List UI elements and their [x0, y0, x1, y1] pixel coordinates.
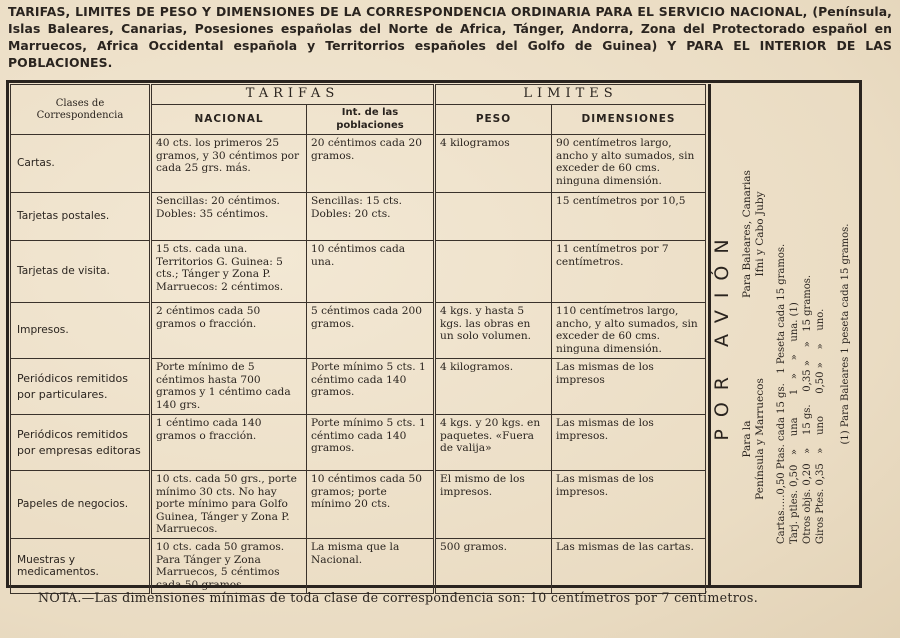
row-dimensiones: 110 centímetros largo, ancho, y alto sumados, sin exceder de 60 cms. ninguna dimensión.	[552, 303, 706, 359]
row-interior: Sencillas: 15 cts. Dobles: 20 cts.	[307, 193, 435, 241]
document-title: TARIFAS, LIMITES DE PESO Y DIMENSIONES DE LA CORRESPONDENCIA ORDINARIA PARA EL SERVICIO NACIONAL, (Península, Islas Baleares, Canarias, Posesiones españolas del Norte de Africa, Tánger, Andorra, Zona del Protectorado español en Marruecos, Africa Occidental española y Territorrios españoles del Golfo de Guinea) Y PARA EL INTERIOR DE LAS POBLACIONES.	[8, 4, 892, 70]
row-peso: 500 gramos.	[435, 539, 552, 594]
row-dimensiones: Las mismas de los impresos.	[552, 415, 706, 471]
footer-note: NOTA.—Las dimensiones mínimas de toda clase de correspondencia son: 10 centímetros por 7 centímetros.	[38, 590, 759, 605]
row-dimensiones: 90 centímetros largo, ancho y alto sumados, sin exceder de 60 cms. ninguna dimensión.	[552, 135, 706, 193]
row-interior: 10 céntimos cada 50 gramos; porte mínimo 20 cts.	[307, 471, 435, 539]
row-peso: 4 kgs. y hasta 5 kgs. las obras en un solo volumen.	[435, 303, 552, 359]
header-limites: LIMITES	[435, 85, 706, 105]
air-mail-rotated-block	[711, 124, 861, 544]
row-nacional: Porte mínimo de 5 céntimos hasta 700 gramos y 1 céntimo cada 140 grs.	[151, 359, 307, 415]
header-tarifas: TARIFAS	[151, 85, 435, 105]
row-peso: 4 kgs. y 20 kgs. en paquetes. «Fuera de valija»	[435, 415, 552, 471]
row-nacional: 40 cts. los primeros 25 gramos, y 30 céntimos por cada 25 grs. más.	[151, 135, 307, 193]
row-peso: 4 kilogramos.	[435, 359, 552, 415]
row-nacional: 2 céntimos cada 50 gramos o fracción.	[151, 303, 307, 359]
row-nacional: 10 cts. cada 50 grs., porte mínimo 30 cts. No hay porte mínimo para Golfo Guinea, Tánger y Zona P. Marruecos.	[151, 471, 307, 539]
row-nacional: Sencillas: 20 céntimos. Dobles: 35 céntimos.	[151, 193, 307, 241]
row-interior: Porte mínimo 5 cts. 1 céntimo cada 140 gramos.	[307, 415, 435, 471]
table-row	[11, 241, 706, 303]
row-class: Periódicos remitidos por particulares.	[11, 359, 151, 415]
row-peso: El mismo de los impresos.	[435, 471, 552, 539]
header-dimensiones: DIMENSIONES	[552, 105, 706, 135]
header-peso: PESO	[435, 105, 552, 135]
table-row	[11, 359, 706, 415]
header-clases: Clases de Correspondencia	[11, 85, 151, 135]
table-row	[11, 303, 706, 359]
row-class: Papeles de negocios.	[11, 471, 151, 539]
row-nacional: 1 céntimo cada 140 gramos o fracción.	[151, 415, 307, 471]
row-peso	[435, 241, 552, 303]
row-dimensiones: Las mismas de las cartas.	[552, 539, 706, 594]
header-nacional: NACIONAL	[151, 105, 307, 135]
row-interior: Porte mínimo 5 cts. 1 céntimo cada 140 gramos.	[307, 359, 435, 415]
table-row	[11, 415, 706, 471]
air-mail-heading: POR AVIÓN	[711, 227, 733, 441]
row-interior: 20 céntimos cada 20 gramos.	[307, 135, 435, 193]
row-class: Impresos.	[11, 303, 151, 359]
table-row	[11, 135, 706, 193]
row-dimensiones: Las mismas de los impresos.	[552, 471, 706, 539]
row-nacional: 10 cts. cada 50 gramos. Para Tánger y Zona Marruecos, 5 céntimos cada 50 gramos.	[151, 539, 307, 594]
table-row	[11, 193, 706, 241]
row-interior: La misma que la Nacional.	[307, 539, 435, 594]
row-nacional: 15 cts. cada una. Territorios G. Guinea: 5 cts.; Tánger y Zona P. Marruecos: 2 céntimos.	[151, 241, 307, 303]
air-col-baleares: Para Baleares, Canarias Ifni y Cabo Juby	[741, 170, 766, 298]
row-interior: 10 céntimos cada una.	[307, 241, 435, 303]
air-rates: Cartas.....0,50 Ptas. cada 15 gs. 1 Peseta cada 15 gramos. Tarj. ptles. 0,50 » una 1 » » una. (1) Otros objs. 0,20 » 15 gs. 0,35 » » 15 gramos. Giros Ptes. 0,35 » uno 0,50 » » uno.	[776, 243, 826, 544]
row-dimensiones: 11 centímetros por 7 centímetros.	[552, 241, 706, 303]
air-mail-panel	[708, 84, 861, 585]
row-class: Muestras y medicamentos.	[11, 539, 151, 594]
table-row	[11, 471, 706, 539]
air-footnote: (1) Para Baleares 1 peseta cada 15 gramos.	[840, 223, 851, 445]
row-peso	[435, 193, 552, 241]
row-class: Periódicos remitidos por empresas editoras	[11, 415, 151, 471]
row-interior: 5 céntimos cada 200 gramos.	[307, 303, 435, 359]
row-dimensiones: Las mismas de los impresos	[552, 359, 706, 415]
tariff-table	[10, 84, 706, 594]
row-peso: 4 kilogramos	[435, 135, 552, 193]
row-dimensiones: 15 centímetros por 10,5	[552, 193, 706, 241]
air-col-peninsula: Para la Península y Marruecos	[741, 378, 766, 500]
row-class: Tarjetas de visita.	[11, 241, 151, 303]
table-row	[11, 539, 706, 594]
row-class: Tarjetas postales.	[11, 193, 151, 241]
header-interior: Int. de las poblaciones	[307, 105, 435, 135]
row-class: Cartas.	[11, 135, 151, 193]
